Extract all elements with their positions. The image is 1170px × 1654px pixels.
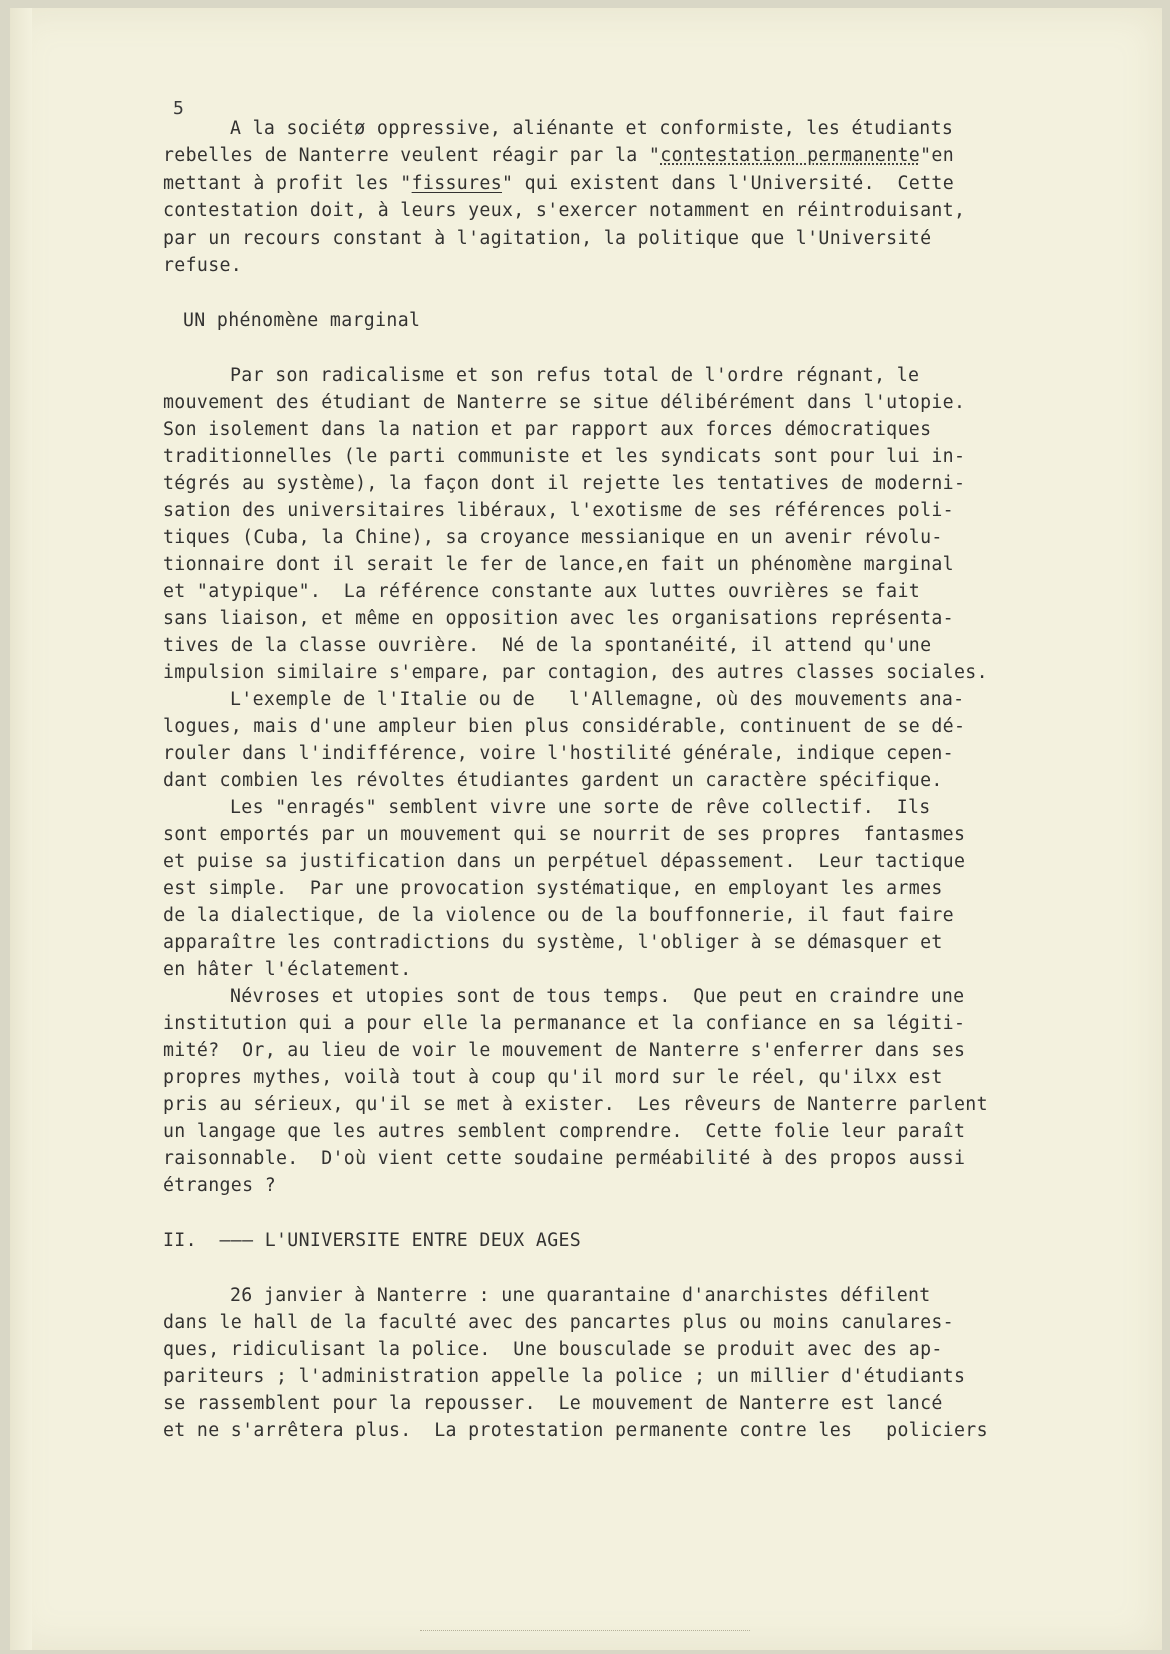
text-line: en hâter l'éclatement.: [163, 959, 412, 980]
text-line: impulsion similaire s'empare, par contagion, des autres classes sociales.: [163, 662, 988, 683]
text-line: rouler dans l'indifférence, voire l'hostilité générale, indique cepen-: [163, 743, 954, 764]
text-span: "en: [920, 145, 955, 166]
text-line: tiques (Cuba, la Chine), sa croyance messianique en un avenir révolu-: [163, 527, 943, 548]
text-line: [163, 145, 954, 166]
text-line: mité? Or, au lieu de voir le mouvement de Nanterre s'enferrer dans ses: [163, 1040, 966, 1061]
text-line: L'exemple de l'Italie ou de l'Allemagne, où des mouvements ana-: [230, 689, 965, 710]
text-line: ques, ridiculisant la police. Une bousculade se produit avec des ap-: [163, 1339, 943, 1360]
text-line: Névroses et utopies sont de tous temps. Que peut en craindre une: [230, 986, 965, 1007]
text-line: refuse.: [163, 255, 243, 276]
text-line: Les "enragés" semblent vivre une sorte de rêve collectif. Ils: [230, 797, 931, 818]
text-line: traditionnelles (le parti communiste et les syndicats sont pour lui in-: [163, 446, 966, 467]
text-line: tionnaire dont il serait le fer de lance,en fait un phénomène marginal: [163, 554, 954, 575]
page-number: 5: [173, 98, 184, 119]
text-line: et ne s'arrêtera plus. La protestation permanente contre les policiers: [163, 1420, 988, 1441]
bottom-dotted-rule: [420, 1630, 750, 1631]
text-line: pariteurs ; l'administration appelle la police ; un millier d'étudiants: [163, 1366, 966, 1387]
text-line: II. ——— L'UNIVERSITE ENTRE DEUX AGES: [163, 1230, 582, 1251]
text-line: logues, mais d'une ampleur bien plus considérable, continuent de se dé-: [163, 716, 966, 737]
text-line: sation des universitaires libéraux, l'exotisme de ses références poli-: [163, 500, 954, 521]
underlined-phrase: contestation permanente: [660, 145, 921, 166]
text-span: mettant à profit les ": [163, 173, 412, 194]
text-line: UN phénomène marginal: [183, 310, 421, 331]
text-line: étranges ?: [163, 1175, 276, 1196]
text-line: Par son radicalisme et son refus total de l'ordre régnant, le: [230, 365, 920, 386]
text-line: se rassemblent pour la repousser. Le mouvement de Nanterre est lancé: [163, 1393, 943, 1414]
text-line: dant combien les révoltes étudiantes gardent un caractère spécifique.: [163, 770, 943, 791]
text-line: et puise sa justification dans un perpétuel dépassement. Leur tactique: [163, 851, 966, 872]
text-line: tégrés au système), la façon dont il rejette les tentatives de moderni-: [163, 473, 966, 494]
text-line: apparaître les contradictions du système, l'obliger à se démasquer et: [163, 932, 943, 953]
text-line: tives de la classe ouvrière. Né de la spontanéité, il attend qu'une: [163, 635, 932, 656]
text-line: et "atypique". La référence constante aux luttes ouvrières se fait: [163, 581, 921, 602]
underlined-phrase: fissures: [411, 173, 503, 194]
text-line: pris au sérieux, qu'il se met à exister. Les rêveurs de Nanterre parlent: [163, 1094, 988, 1115]
text-line: Son isolement dans la nation et par rapport aux forces démocratiques: [163, 419, 932, 440]
text-line: sans liaison, et même en opposition avec les organisations représenta-: [163, 608, 954, 629]
text-line: est simple. Par une provocation systématique, en employant les armes: [163, 878, 943, 899]
text-line: de la dialectique, de la violence ou de la bouffonnerie, il faut faire: [163, 905, 954, 926]
text-line: raisonnable. D'où vient cette soudaine perméabilité à des propos aussi: [163, 1148, 966, 1169]
text-line: propres mythes, voilà tout à coup qu'il mord sur le réel, qu'ilxx est: [163, 1067, 943, 1088]
text-line: dans le hall de la faculté avec des pancartes plus ou moins canulares-: [163, 1312, 954, 1333]
text-line: [163, 173, 954, 194]
text-line: 26 janvier à Nanterre : une quarantaine d'anarchistes défilent: [230, 1285, 931, 1306]
text-line: mouvement des étudiant de Nanterre se situe délibérément dans l'utopie.: [163, 392, 966, 413]
text-line: contestation doit, à leurs yeux, s'exercer notamment en réintroduisant,: [163, 200, 966, 221]
text-line: A la sociétø oppressive, aliénante et conformiste, les étudiants: [230, 118, 954, 139]
text-span: rebelles de Nanterre veulent réagir par la ": [163, 145, 661, 166]
page-fold-edge: [10, 8, 32, 1650]
text-line: sont emportés par un mouvement qui se nourrit de ses propres fantasmes: [163, 824, 966, 845]
text-span: " qui existent dans l'Université. Cette: [502, 173, 955, 194]
text-line: un langage que les autres semblent comprendre. Cette folie leur paraît: [163, 1121, 966, 1142]
text-line: par un recours constant à l'agitation, la politique que l'Université: [163, 228, 932, 249]
document-page: [10, 8, 1162, 1650]
text-line: institution qui a pour elle la permanance et la confiance en sa légiti-: [163, 1013, 966, 1034]
